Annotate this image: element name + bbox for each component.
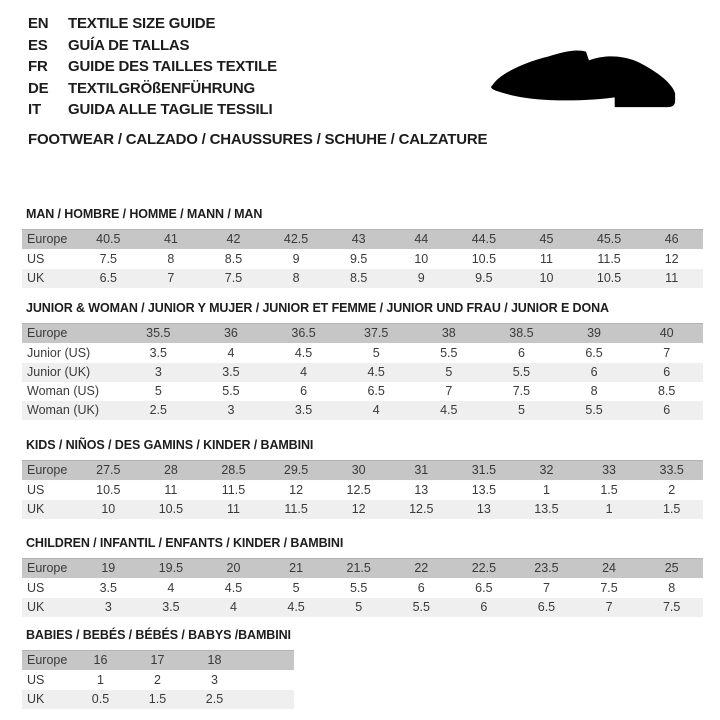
language-label: TEXTILE SIZE GUIDE (68, 15, 216, 32)
size-cell: 4.5 (340, 363, 413, 382)
size-cell: 11.5 (265, 500, 328, 519)
size-cell: 42.5 (265, 229, 328, 250)
size-cell: 5 (372, 346, 380, 360)
size-table (22, 323, 703, 420)
language-code: DE (28, 79, 49, 97)
row-label: UK (22, 500, 77, 519)
size-table (22, 650, 294, 709)
size-cell: 8 (167, 252, 175, 266)
size-cell: 22.5 (453, 558, 516, 579)
size-cell: 32 (515, 460, 578, 481)
section-title: MAN / HOMBRE / HOMME / MANN / MAN (26, 207, 263, 221)
size-section (22, 301, 703, 420)
size-cell: 4 (340, 401, 413, 420)
size-cell: 1 (578, 500, 641, 519)
size-cell: 8.5 (224, 252, 243, 266)
size-cell: 8.5 (657, 384, 676, 398)
table-row (22, 269, 703, 288)
size-cell: 39 (558, 323, 631, 344)
size-cell: 27.5 (77, 460, 140, 481)
size-cell: 6 (417, 581, 425, 595)
size-cell: 19 (77, 558, 140, 579)
size-cell: 6.5 (475, 581, 493, 595)
shoe-icon (479, 40, 687, 110)
size-cell: 33.5 (640, 460, 703, 481)
size-cell: 13.5 (515, 500, 578, 519)
size-cell: 22 (390, 558, 453, 579)
size-cell: 19.5 (140, 558, 203, 579)
size-cell: 30 (327, 460, 390, 481)
language-code: ES (28, 36, 48, 54)
table-row (22, 344, 703, 363)
size-cell: 18 (186, 650, 243, 671)
size-cell: 8 (668, 581, 676, 595)
section-title: JUNIOR & WOMAN / JUNIOR Y MUJER / JUNIOR ET FEMME / JUNIOR UND FRAU / JUNIOR E DONA (26, 301, 609, 315)
size-cell: 40.5 (77, 229, 140, 250)
row-label: Woman (US) (27, 384, 100, 398)
size-cell: 3.5 (149, 346, 167, 360)
size-cell: 6 (453, 598, 516, 617)
size-table (22, 460, 703, 519)
size-cell: 33 (578, 460, 641, 481)
table-row (22, 401, 703, 420)
language-row (28, 99, 277, 121)
size-cell: 5 (154, 384, 162, 398)
size-cell: 10.5 (96, 483, 121, 497)
size-cell: 44.5 (453, 229, 516, 250)
size-cell: 13 (414, 483, 429, 497)
size-cell: 28 (140, 460, 203, 481)
table-row (22, 579, 703, 598)
size-cell: 7 (663, 346, 671, 360)
size-cell: 13.5 (471, 483, 497, 497)
size-cell: 9 (390, 269, 453, 288)
size-cell: 21 (265, 558, 328, 579)
size-cell: 6 (630, 363, 703, 382)
language-row (28, 35, 277, 57)
size-section (22, 628, 703, 709)
size-cell: 7 (578, 598, 641, 617)
size-cell: 1.5 (640, 500, 703, 519)
language-code: EN (28, 15, 49, 32)
size-cell: 41 (140, 229, 203, 250)
empty-cell (243, 690, 294, 709)
size-cell: 45 (515, 229, 578, 250)
size-cell: 11 (539, 252, 553, 266)
size-cell: 24 (578, 558, 641, 579)
table-row (22, 690, 294, 709)
empty-cell (243, 650, 294, 671)
size-cell: 21.5 (327, 558, 390, 579)
size-cell: 31 (390, 460, 453, 481)
size-cell: 6 (630, 401, 703, 420)
section-title: BABIES / BEBÉS / BÉBÉS / BABYS /BAMBINI (26, 628, 291, 642)
row-label: Junior (UK) (22, 363, 122, 382)
size-cell: 10.5 (578, 269, 641, 288)
size-cell: 44 (390, 229, 453, 250)
size-cell: 10.5 (471, 252, 497, 266)
size-cell: 0.5 (72, 690, 129, 709)
section-title: KIDS / NIÑOS / DES GAMINS / KINDER / BAMBINI (26, 438, 314, 452)
table-row (22, 671, 294, 690)
table-row (22, 500, 703, 519)
size-cell: 3.5 (267, 401, 340, 420)
size-cell: 12.5 (390, 500, 453, 519)
size-cell: 3.5 (99, 581, 117, 595)
size-cell: 45.5 (578, 229, 641, 250)
size-cell: 6 (517, 346, 525, 360)
size-cell: 1.5 (600, 483, 618, 497)
language-label: GUIDE DES TAILLES TEXTILE (68, 58, 277, 75)
size-cell: 3 (122, 363, 195, 382)
row-label: US (27, 673, 45, 687)
table-row (22, 460, 703, 481)
size-cell: 8.5 (327, 269, 390, 288)
size-cell: 20 (202, 558, 265, 579)
size-cell: 37.5 (340, 323, 413, 344)
size-cell: 11.5 (597, 252, 621, 266)
size-cell: 4 (202, 598, 265, 617)
table-row (22, 650, 294, 671)
size-cell: 2.5 (186, 690, 243, 709)
row-label: US (27, 581, 45, 595)
size-cell: 6 (300, 384, 308, 398)
size-cell: 23.5 (515, 558, 578, 579)
size-cell: 12 (327, 500, 390, 519)
size-cell: 8 (265, 269, 328, 288)
size-cell: 4.5 (413, 401, 486, 420)
language-row (28, 13, 277, 35)
size-cell: 16 (72, 650, 129, 671)
size-cell: 3 (211, 673, 218, 687)
size-cell: 7.5 (512, 384, 531, 398)
size-cell: 7.5 (600, 581, 618, 595)
row-label: US (27, 252, 45, 266)
language-row (28, 56, 277, 78)
size-cell: 3 (195, 401, 268, 420)
table-row (22, 229, 703, 250)
table-row (22, 598, 703, 617)
size-cell: 4.5 (224, 581, 243, 595)
language-label: GUÍA DE TALLAS (68, 36, 190, 54)
row-label: UK (22, 269, 77, 288)
size-cell: 42 (202, 229, 265, 250)
size-cell: 12 (289, 483, 304, 497)
size-cell: 1.5 (129, 690, 186, 709)
size-cell: 1 (97, 673, 104, 687)
size-table (22, 229, 703, 288)
size-cell: 1 (542, 483, 550, 497)
size-cell: 5.5 (485, 363, 558, 382)
size-cell: 4 (167, 581, 175, 595)
size-cell: 11.5 (221, 483, 246, 497)
size-cell: 13 (453, 500, 516, 519)
size-cell: 4 (227, 346, 235, 360)
table-row (22, 250, 703, 269)
row-label: US (27, 483, 45, 497)
row-label: Europe (22, 229, 77, 250)
size-cell: 36.5 (267, 323, 340, 344)
size-cell: 9.5 (349, 252, 368, 266)
empty-cell (243, 671, 294, 690)
language-code: IT (28, 101, 41, 118)
size-cell: 5.5 (222, 384, 240, 398)
size-cell: 10 (414, 252, 429, 266)
table-row (22, 382, 703, 401)
size-cell: 11 (164, 483, 178, 497)
size-cell: 2.5 (122, 401, 195, 420)
size-cell: 6.5 (77, 269, 140, 288)
size-cell: 9.5 (453, 269, 516, 288)
size-cell: 17 (129, 650, 186, 671)
size-cell: 5.5 (349, 581, 368, 595)
size-cell: 6.5 (367, 384, 385, 398)
size-cell: 46 (640, 229, 703, 250)
language-row (28, 78, 277, 100)
table-row (22, 363, 703, 382)
size-cell: 40 (630, 323, 703, 344)
table-row (22, 481, 703, 500)
size-cell: 6 (558, 363, 631, 382)
size-cell: 7.5 (202, 269, 265, 288)
size-cell: 2 (154, 673, 161, 687)
size-section (22, 207, 703, 288)
size-cell: 8 (590, 384, 598, 398)
size-cell: 3.5 (195, 363, 268, 382)
size-cell: 7 (445, 384, 453, 398)
language-label: GUIDA ALLE TAGLIE TESSILI (68, 101, 273, 118)
row-label: UK (22, 690, 72, 709)
language-list (28, 13, 277, 121)
size-cell: 6.5 (585, 346, 603, 360)
row-label: UK (22, 598, 77, 617)
size-cell: 4.5 (265, 598, 328, 617)
size-cell: 5 (292, 581, 300, 595)
table-row (22, 323, 703, 344)
size-cell: 12.5 (346, 483, 371, 497)
size-cell: 7.5 (640, 598, 703, 617)
size-cell: 29.5 (265, 460, 328, 481)
size-cell: 3.5 (140, 598, 203, 617)
size-section (22, 438, 703, 519)
row-label: Woman (UK) (22, 401, 122, 420)
size-cell: 12 (664, 252, 679, 266)
size-cell: 7 (140, 269, 203, 288)
row-label: Europe (22, 650, 72, 671)
size-cell: 6.5 (515, 598, 578, 617)
table-row (22, 558, 703, 579)
size-cell: 36 (195, 323, 268, 344)
size-cell: 4 (267, 363, 340, 382)
size-cell: 35.5 (122, 323, 195, 344)
size-cell: 38.5 (485, 323, 558, 344)
size-cell: 3 (77, 598, 140, 617)
size-cell: 7.5 (99, 252, 117, 266)
size-cell: 28.5 (202, 460, 265, 481)
size-cell: 4.5 (294, 346, 313, 360)
size-cell: 43 (327, 229, 390, 250)
size-cell: 5 (413, 363, 486, 382)
language-code: FR (28, 58, 48, 75)
size-section (22, 536, 703, 617)
size-cell: 5.5 (390, 598, 453, 617)
row-label: Europe (22, 460, 77, 481)
size-cell: 25 (640, 558, 703, 579)
size-cell: 10 (515, 269, 578, 288)
size-table (22, 558, 703, 617)
size-cell: 11 (202, 500, 265, 519)
size-cell: 5 (485, 401, 558, 420)
size-cell: 11 (640, 269, 703, 288)
size-cell: 10 (77, 500, 140, 519)
size-cell: 5.5 (558, 401, 631, 420)
size-cell: 5.5 (440, 346, 458, 360)
language-label: TEXTILGRÖßENFÜHRUNG (68, 79, 256, 97)
section-title: CHILDREN / INFANTIL / ENFANTS / KINDER / BAMBINI (26, 536, 344, 550)
row-label: Junior (US) (27, 346, 91, 360)
size-cell: 38 (413, 323, 486, 344)
size-cell: 2 (668, 483, 676, 497)
size-cell: 5 (327, 598, 390, 617)
row-label: Europe (22, 558, 77, 579)
size-cell: 7 (542, 581, 550, 595)
row-label: Europe (22, 323, 122, 344)
size-cell: 31.5 (453, 460, 516, 481)
category-heading: FOOTWEAR / CALZADO / CHAUSSURES / SCHUHE / CALZATURE (28, 131, 488, 148)
size-cell: 10.5 (140, 500, 203, 519)
size-cell: 9 (292, 252, 300, 266)
